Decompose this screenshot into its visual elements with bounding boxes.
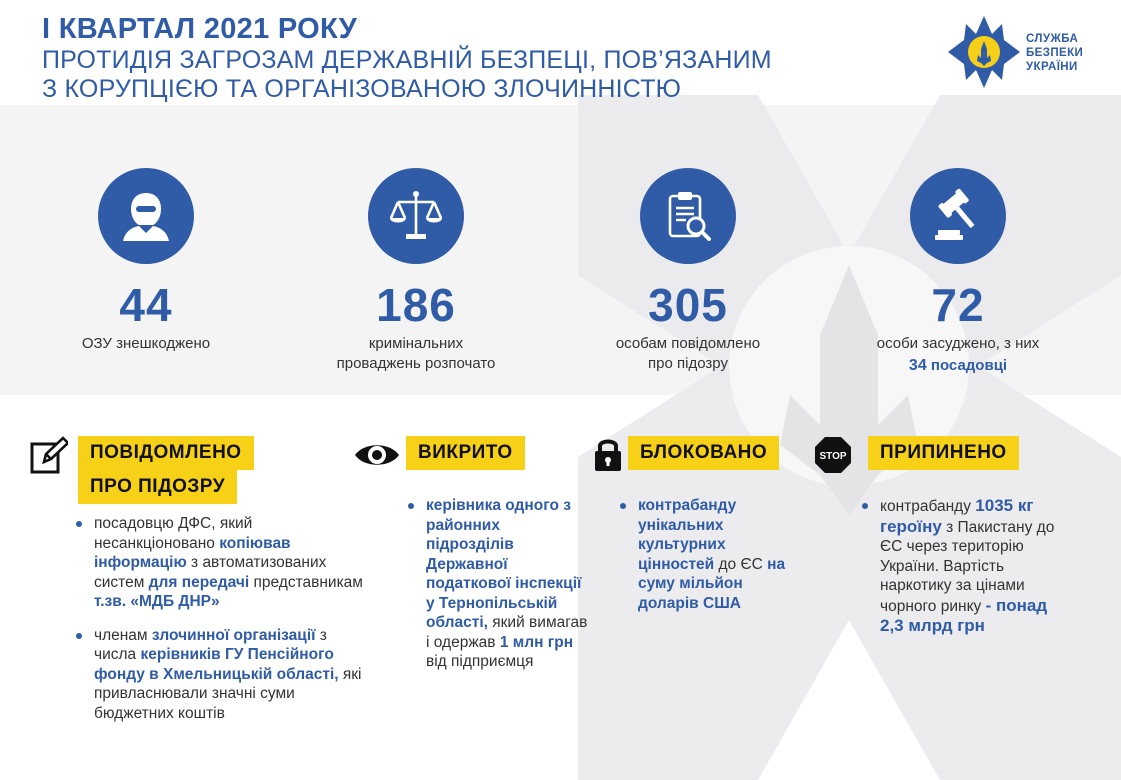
header [42, 12, 772, 104]
list-item [70, 514, 370, 612]
stop-sign-icon [814, 436, 852, 474]
text: до ЄС [714, 555, 768, 573]
text: представникам [249, 573, 363, 591]
section-blocked-body [614, 496, 804, 627]
text: з автоматизованих систем [94, 554, 327, 591]
stat-value: 44 [119, 279, 173, 331]
highlight: т.зв. «МДБ ДНР» [94, 593, 220, 610]
clipboard-search-icon [640, 168, 736, 264]
eye-icon [354, 438, 400, 472]
blocked-title [628, 436, 779, 470]
stat-label-line1: ОЗУ знешкоджено [81, 335, 211, 352]
stat-groups [26, 168, 266, 354]
section-stopped-header [814, 436, 1019, 474]
stat-label-line1: особам повідомлено [615, 335, 761, 352]
suspicion-title-line1: ПОВІДОМЛЕНО [78, 436, 254, 470]
section-suspicion-body [70, 514, 370, 737]
lock-icon [594, 436, 622, 472]
list-item [614, 496, 804, 613]
highlight: 1 млн грн [499, 633, 574, 651]
text: які привласнювали значні суми бюджетних коштів [94, 665, 362, 722]
stat-suspicion-notices [568, 168, 808, 374]
stat-label [838, 334, 1078, 376]
section-exposed-header [354, 436, 525, 472]
section-blocked-header [594, 436, 779, 472]
highlight: контрабанду унікальних культурних цінностей [638, 497, 737, 573]
text: від підприємця [426, 653, 534, 670]
list-item [856, 496, 1066, 637]
svg-text:STOP: STOP [819, 451, 847, 462]
stat-label [26, 334, 266, 354]
stat-label [568, 334, 808, 374]
officials-label: посадовці [930, 357, 1008, 374]
scales-icon [368, 168, 464, 264]
highlight: для передачі [148, 573, 250, 591]
suspicion-title-line2: ПРО ПІДОЗРУ [78, 470, 237, 504]
list-item [402, 496, 592, 672]
stat-label [296, 334, 536, 374]
highlight: копіював інформацію [94, 534, 291, 571]
stat-convicted [838, 168, 1078, 376]
text: з числа [94, 626, 327, 663]
highlight: керівників ГУ Пенсійного фонду в Хмельницькій області, [94, 646, 339, 683]
text: посадовцю ДФС, який несанкціоновано [94, 515, 253, 552]
officials-count: 34 [908, 357, 927, 374]
page-title: І КВАРТАЛ 2021 РОКУ [42, 13, 358, 45]
highlight: на суму мільйон доларів США [638, 555, 786, 612]
pencil-paper-icon [30, 436, 68, 474]
stat-criminal-cases [296, 168, 536, 374]
text: контрабанду [880, 498, 976, 515]
text: з Пакистану до ЄС через територію України. Вартість наркотику за цінами чорного ринку [880, 518, 1055, 615]
stopped-title [868, 436, 1019, 470]
logo-line2: БЕЗПЕКИ [1026, 47, 1084, 59]
suspicion-title [78, 436, 254, 504]
text: членам [94, 626, 152, 644]
masked-person-icon [98, 168, 194, 264]
blocked-title-text: БЛОКОВАНО [628, 436, 779, 470]
stat-label-line2: проваджень розпочато [336, 355, 496, 372]
page-subtitle-line2: З КОРУПЦІЄЮ ТА ОРГАНІЗОВАНОЮ ЗЛОЧИННІСТЮ [42, 75, 682, 103]
sbu-emblem-icon [946, 14, 1022, 90]
exposed-title-text: ВИКРИТО [406, 436, 525, 470]
stat-label-line1: особи засуджено, з них [876, 335, 1040, 352]
stat-value: 305 [648, 279, 728, 331]
section-suspicion-header [30, 436, 254, 504]
sbu-logo [946, 14, 1096, 90]
stat-value: 72 [931, 279, 985, 331]
stat-value: 186 [376, 279, 456, 331]
logo-text [1026, 32, 1083, 74]
gavel-icon [910, 168, 1006, 264]
highlight: 1035 кг героїну [880, 496, 1034, 536]
highlight: керівника одного з районних підрозділів Державної податкової інспекції у Тернопільській області, [426, 497, 582, 631]
exposed-title [406, 436, 525, 470]
highlight: злочинної організації [151, 626, 316, 644]
highlight: - понад 2,3 млрд грн [880, 595, 1048, 635]
stopped-title-text: ПРИПИНЕНО [868, 436, 1019, 470]
section-stopped-body [856, 496, 1066, 651]
text: який вимагав і одержав [426, 614, 588, 651]
list-item [70, 626, 370, 724]
stat-label-highlight [838, 356, 1078, 376]
page-subtitle-line1: ПРОТИДІЯ ЗАГРОЗАМ ДЕРЖАВНІЙ БЕЗПЕЦІ, ПОВ’ЯЗАНИМ [42, 46, 772, 74]
logo-line3: УКРАЇНИ [1026, 61, 1078, 73]
section-exposed-body [402, 496, 592, 686]
stat-label-line1: кримінальних [368, 335, 464, 352]
stat-label-line2: про підозру [648, 355, 728, 372]
logo-line1: СЛУЖБА [1026, 33, 1079, 45]
